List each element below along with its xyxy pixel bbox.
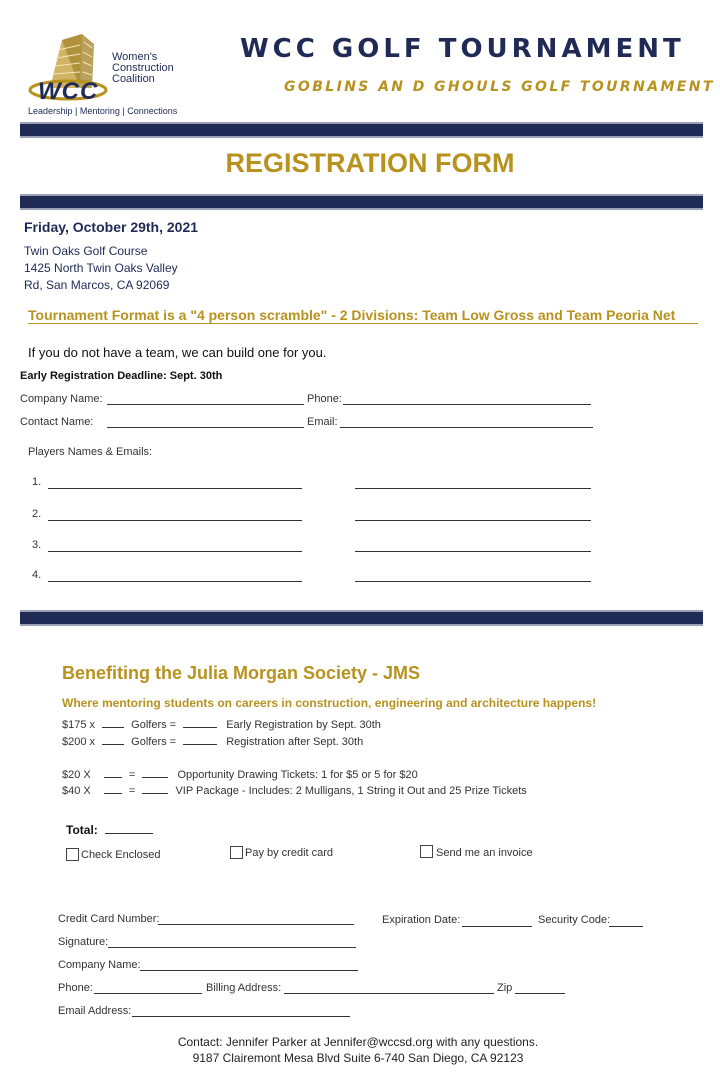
billing-email-label: Email Address: [58, 1005, 132, 1017]
player-name-field[interactable] [48, 488, 302, 489]
player-number: 1. [32, 476, 42, 488]
email-label: Email: [307, 416, 338, 428]
phone-label: Phone: [307, 393, 342, 405]
footer-address: 9187 Clairemont Mesa Blvd Suite 6-740 San Diego, CA 92123 [192, 1051, 524, 1065]
equals-sign: = [128, 769, 136, 781]
total-row [66, 823, 153, 837]
event-venue: Twin Oaks Golf Course [24, 244, 148, 258]
player-number: 4. [32, 569, 42, 581]
header-subtitle: GOBLINS AN D GHOULS GOLF TOURNAMENT [284, 79, 715, 95]
signature-label: Signature: [58, 936, 109, 948]
contact-name-label: Contact Name: [20, 416, 94, 428]
cc-number-field[interactable] [158, 924, 354, 925]
event-address-line1: 1425 North Twin Oaks Valley [24, 261, 178, 275]
security-code-label: Security Code: [538, 914, 611, 926]
event-address-line2: Rd, San Marcos, CA 92069 [24, 278, 170, 292]
benefit-heading: Benefiting the Julia Morgan Society - JMS [62, 663, 421, 683]
logo [28, 30, 188, 120]
player-number: 2. [32, 508, 42, 520]
org-name-line2: Construction [112, 62, 174, 74]
price-amount: $20 X [62, 769, 91, 781]
expiration-field[interactable] [462, 926, 532, 927]
invoice-label: Send me an invoice [436, 847, 533, 859]
divider-bar-top [20, 122, 703, 138]
billing-company-field[interactable] [140, 970, 358, 971]
billing-phone-label: Phone: [58, 982, 93, 994]
event-date: Friday, October 29th, 2021 [24, 219, 199, 235]
price-unit: Golfers = [131, 736, 177, 748]
price-note: VIP Package - Includes: 2 Mulligans, 1 String it Out and 25 Prize Tickets [175, 785, 527, 797]
billing-address-label: Billing Address: [206, 982, 282, 994]
check-enclosed-label: Check Enclosed [81, 849, 161, 861]
billing-phone-field[interactable] [94, 993, 202, 994]
subtotal-field[interactable] [183, 734, 217, 745]
equals-sign: = [128, 785, 136, 797]
total-label: Total: [66, 823, 98, 837]
player-email-field[interactable] [355, 520, 591, 521]
subtotal-field[interactable] [142, 767, 168, 778]
billing-address-field[interactable] [284, 993, 494, 994]
credit-card-checkbox[interactable] [230, 846, 243, 859]
logo-wcc-text: WCC [38, 78, 99, 105]
tournament-format: Tournament Format is a "4 person scramble" - 2 Divisions: Team Low Gross and Team Peoria Net [28, 307, 698, 324]
price-amount: $175 x [62, 719, 96, 731]
player-email-field[interactable] [355, 551, 591, 552]
price-unit: Golfers = [131, 719, 177, 731]
price-row-early [62, 717, 381, 731]
player-name-field[interactable] [48, 581, 302, 582]
invoice-checkbox[interactable] [420, 845, 433, 858]
registration-deadline: Early Registration Deadline: Sept. 30th [20, 370, 223, 382]
check-enclosed-checkbox[interactable] [66, 848, 79, 861]
price-amount: $200 x [62, 736, 96, 748]
signature-field[interactable] [108, 947, 356, 948]
golfers-count-field[interactable] [102, 734, 124, 745]
expiration-label: Expiration Date: [382, 914, 461, 926]
price-amount: $40 X [62, 785, 91, 797]
footer-contact: Contact: Jennifer Parker at Jennifer@wccsd.org with any questions. [177, 1035, 539, 1049]
zip-label: Zip [497, 982, 513, 994]
golfers-count-field[interactable] [102, 717, 124, 728]
org-name-line3: Coalition [112, 73, 155, 85]
player-email-field[interactable] [355, 488, 591, 489]
company-label: Company Name: [58, 959, 141, 971]
quantity-field[interactable] [104, 783, 122, 794]
security-code-field[interactable] [609, 926, 643, 927]
subtotal-field[interactable] [183, 717, 217, 728]
org-name [112, 52, 174, 85]
subtotal-field[interactable] [142, 783, 168, 794]
total-field[interactable] [105, 823, 153, 834]
divider-bar-bottom [20, 610, 703, 626]
players-label: Players Names & Emails: [28, 446, 153, 458]
extra-row-vip [62, 783, 527, 797]
credit-card-label: Pay by credit card [245, 847, 334, 859]
price-note: Registration after Sept. 30th [226, 736, 364, 748]
price-note: Opportunity Drawing Tickets: 1 for $5 or 5 for $20 [177, 769, 418, 781]
benefit-tagline: Where mentoring students on careers in construction, engineering and architecture happens! [62, 696, 597, 710]
player-number: 3. [32, 539, 42, 551]
phone-field[interactable] [343, 404, 591, 405]
email-field[interactable] [340, 427, 593, 428]
contact-name-field[interactable] [107, 427, 304, 428]
zip-field[interactable] [515, 993, 565, 994]
team-note: If you do not have a team, we can build one for you. [28, 345, 327, 360]
divider-bar-mid [20, 194, 703, 210]
form-title: REGISTRATION FORM [225, 148, 515, 178]
company-name-label: Company Name: [20, 393, 103, 405]
cc-number-label: Credit Card Number: [58, 913, 160, 925]
player-email-field[interactable] [355, 581, 591, 582]
extra-row-drawing [62, 767, 418, 781]
quantity-field[interactable] [104, 767, 122, 778]
company-name-field[interactable] [107, 404, 304, 405]
logo-tagline: Leadership | Mentoring | Connections [28, 106, 178, 116]
header-title: WCC GOLF TOURNAMENT [240, 34, 685, 64]
org-name-line1: Women's [112, 51, 158, 63]
player-name-field[interactable] [48, 520, 302, 521]
price-row-late [62, 734, 363, 748]
price-note: Early Registration by Sept. 30th [226, 719, 381, 731]
billing-email-field[interactable] [132, 1016, 350, 1017]
player-name-field[interactable] [48, 551, 302, 552]
